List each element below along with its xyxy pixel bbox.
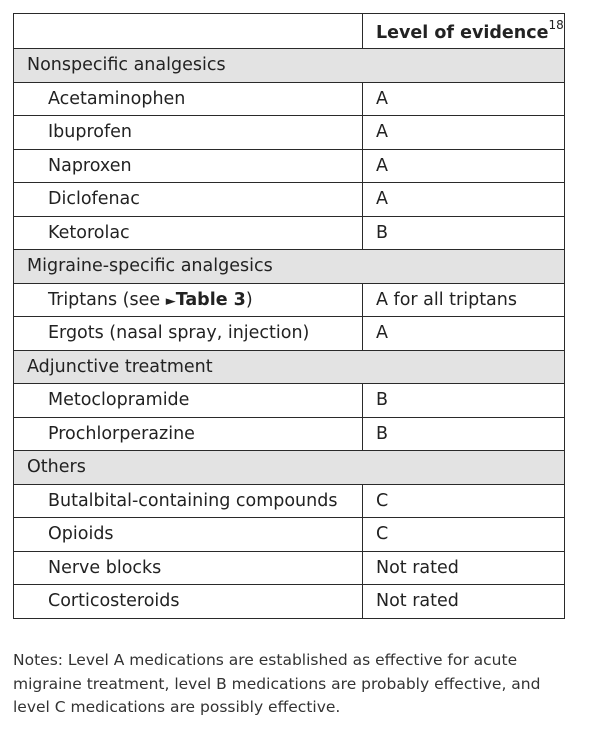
header-blank-cell [14, 14, 363, 49]
table-row [14, 116, 565, 150]
evidence-level: B [363, 216, 565, 250]
evidence-level: A [363, 317, 565, 351]
header-level-of-evidence [363, 14, 565, 49]
section-label: Others [14, 451, 565, 485]
drug-name: Nerve blocks [14, 551, 363, 585]
section-row [14, 250, 565, 284]
section-row [14, 350, 565, 384]
drug-name-prefix: Triptans (see [48, 289, 166, 310]
table-row [14, 417, 565, 451]
drug-name: Butalbital-containing compounds [14, 484, 363, 518]
section-row [14, 451, 565, 485]
evidence-level: A for all triptans [363, 283, 565, 317]
evidence-table [13, 13, 565, 619]
drug-name [14, 283, 363, 317]
evidence-level: C [363, 484, 565, 518]
cross-reference-arrow-icon: ► [165, 293, 176, 309]
evidence-level: A [363, 149, 565, 183]
drug-name: Prochlorperazine [14, 417, 363, 451]
evidence-level: A [363, 116, 565, 150]
drug-name: Diclofenac [14, 183, 363, 217]
table-notes: Notes: Level A medications are established as effective for acute migraine treatment, level B medications are probably effective, and level C medications are possibly effective. [13, 651, 541, 716]
table-header-row [14, 14, 565, 49]
drug-name: Metoclopramide [14, 384, 363, 418]
drug-name: Corticosteroids [14, 585, 363, 619]
evidence-level: A [363, 82, 565, 116]
table-row [14, 216, 565, 250]
section-label: Nonspecific analgesics [14, 49, 565, 83]
drug-name: Naproxen [14, 149, 363, 183]
section-label: Adjunctive treatment [14, 350, 565, 384]
section-label: Migraine-specific analgesics [14, 250, 565, 284]
drug-name: Acetaminophen [14, 82, 363, 116]
evidence-level: B [363, 417, 565, 451]
drug-name: Ketorolac [14, 216, 363, 250]
table-row [14, 585, 565, 619]
table-3-link[interactable]: Table 3 [175, 289, 246, 310]
table-row [14, 551, 565, 585]
section-row [14, 49, 565, 83]
header-reference-sup: 18 [548, 17, 564, 32]
table-row [14, 283, 565, 317]
evidence-level: C [363, 518, 565, 552]
table-row [14, 82, 565, 116]
table-row [14, 518, 565, 552]
evidence-level: Not rated [363, 585, 565, 619]
evidence-level: Not rated [363, 551, 565, 585]
table-row [14, 484, 565, 518]
table-row [14, 384, 565, 418]
header-label: Level of evidence [376, 22, 549, 43]
drug-name-suffix: ) [245, 289, 253, 310]
evidence-level: B [363, 384, 565, 418]
drug-name: Opioids [14, 518, 363, 552]
evidence-level: A [363, 183, 565, 217]
table-row [14, 317, 565, 351]
table-row [14, 149, 565, 183]
drug-name: Ibuprofen [14, 116, 363, 150]
drug-name: Ergots (nasal spray, injection) [14, 317, 363, 351]
table-row [14, 183, 565, 217]
